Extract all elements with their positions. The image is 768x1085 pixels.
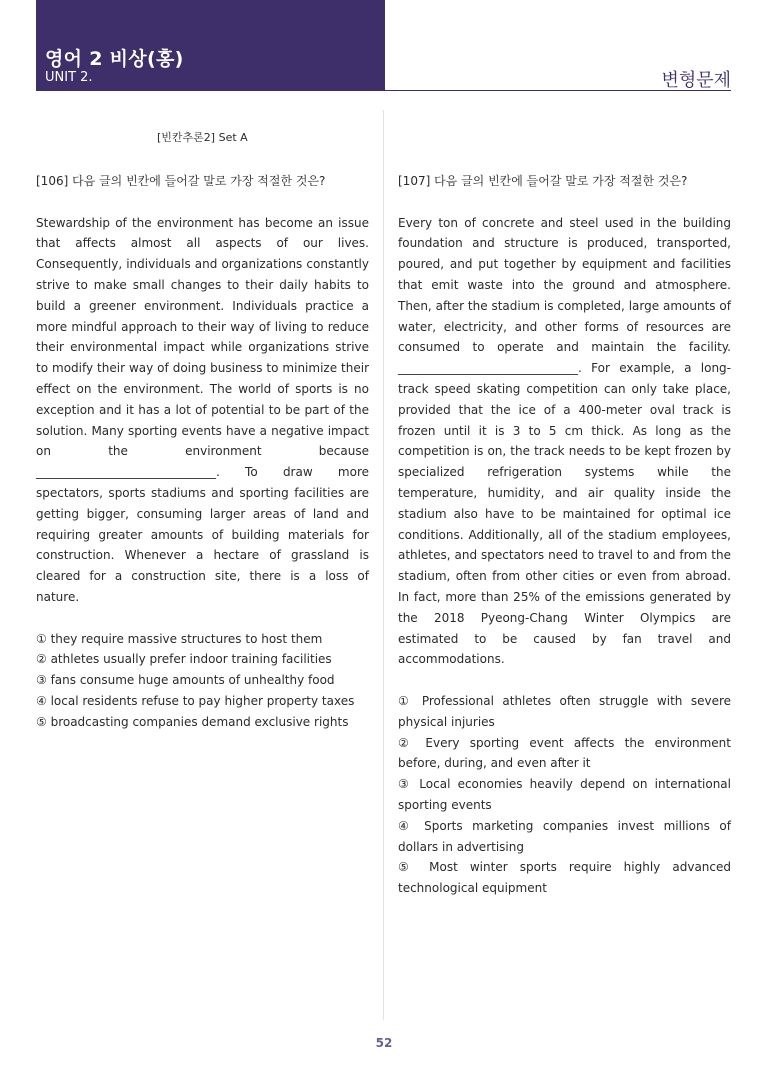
set-label: [빈칸추론2] Set A [157,131,248,144]
section-label: 변형문제 [661,70,731,91]
option-item: ⑤ Most winter sports require highly advanced technological equipment [398,860,731,896]
option-item: ⑤ broadcasting companies demand exclusive rights [36,714,349,729]
option-item: ② athletes usually prefer indoor training facilities [36,652,332,667]
option-item: ② Every sporting event affects the environment before, during, and even after it [398,735,731,771]
option-item: ① they require massive structures to host them [36,631,323,646]
book-title: 영어 2 비상(홍) [45,48,184,70]
page-number: 52 [375,1036,393,1050]
option-item: ④ Sports marketing companies invest millions of dollars in advertising [398,818,731,854]
passage-107: Every ton of concrete and steel used in the building foundation and structure is produced, transported, poured, and put together by equipment and facilities that emit waste into the ground and atmosphere. Then, after the stadium is completed, large amounts of water, electricity, and other forms of resources are consumed to operate and maintain the facility. ______________________________. For example, a long-track speed skating competition can only take place, provided that the ice of a 400-meter oval track is frozen until it is 3 to 5 cm thick. As long as the competition is on, the track needs to be kept frozen by specialized refrigeration systems while the temperature, humidity, and air quality inside the stadium also have to be maintained for optimal ice conditions. Additionally, all of the stadium employees, athletes, and spectators need to travel to and from the stadium, often from other cities or even from abroad. In fact, more than 25% of the emissions generated by the 2018 Pyeong-Chang Winter Olympics are estimated to be caused by fan travel and accommodations. [398,215,731,667]
option-item: ④ local residents refuse to pay higher property taxes [36,693,355,708]
left-column [36,171,369,733]
passage-106: Stewardship of the environment has become an issue that affects almost all aspects of our lives. Consequently, individuals and organizations constantly strive to make small changes to their daily habits to build a greener environment. Individuals practice a more mindful approach to their way of living to reduce their environmental impact while organizations strive to modify their way of doing business to minimize their effect on the environment. The world of sports is no exception and it has a lot of potential to be part of the solution. Many sporting events have a negative impact on the environment because ______________________________. To draw more spectators, sports stadiums and sporting facilities are getting bigger, consuming larger areas of land and requiring greater amounts of building materials for construction. Whenever a hectare of grassland is cleared for a construction site, there is a loss of nature. [36,215,369,604]
option-item: ③ fans consume huge amounts of unhealthy food [36,673,335,688]
column-divider [383,110,384,1020]
question-106: [106] 다음 글의 빈칸에 들어갈 말로 가장 적절한 것은? [36,174,326,188]
options-106 [36,629,369,733]
options-107 [398,691,731,899]
option-item: ① Professional athletes often struggle with severe physical injuries [398,693,731,729]
unit-label: UNIT 2. [45,70,93,85]
right-column [398,171,731,899]
option-item: ③ Local economies heavily depend on international sporting events [398,777,731,812]
header-banner [36,0,385,91]
question-107: [107] 다음 글의 빈칸에 들어갈 말로 가장 적절한 것은? [398,174,688,188]
